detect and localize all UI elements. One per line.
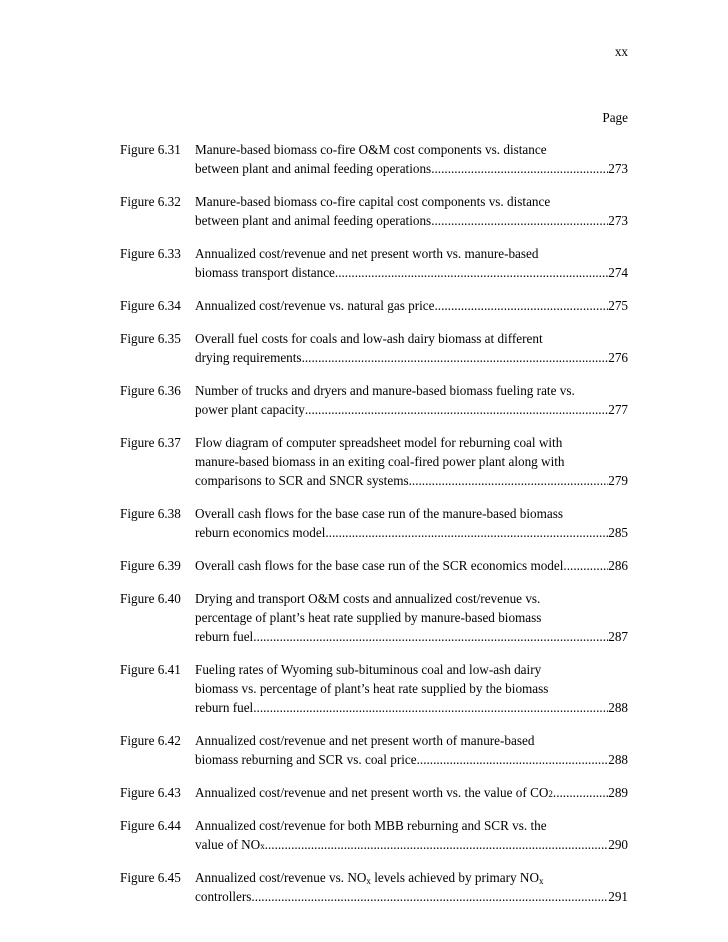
figure-page-number[interactable]: 289 [608, 785, 628, 800]
dot-leader [553, 783, 608, 802]
figure-label: Figure 6.45 [120, 870, 181, 885]
figure-title-text: drying requirements [195, 350, 302, 365]
figure-page-number[interactable]: 285 [608, 525, 628, 540]
toc-entry[interactable] [120, 589, 628, 646]
toc-entry-line [120, 556, 628, 575]
figure-title-text: Fueling rates of Wyoming sub-bituminous coal and low-ash dairy [195, 662, 542, 677]
toc-entry[interactable] [120, 556, 628, 575]
toc-entry-line [120, 433, 628, 452]
figure-title-text: Annualized cost/revenue vs. natural gas price [195, 298, 435, 313]
toc-entry-line [120, 627, 628, 646]
toc-entry-line [120, 140, 628, 159]
figure-title-text: Manure-based biomass co-fire O&M cost components vs. distance [195, 142, 547, 157]
figure-page-number[interactable]: 275 [608, 298, 628, 313]
toc-entry[interactable] [120, 504, 628, 542]
toc-entry-line [120, 471, 628, 490]
figure-label: Figure 6.33 [120, 246, 181, 261]
figure-title-text: power plant capacity [195, 402, 305, 417]
figure-label: Figure 6.40 [120, 591, 181, 606]
figure-label: Figure 6.31 [120, 142, 181, 157]
toc-entry[interactable] [120, 816, 628, 854]
toc-entry-line [120, 296, 628, 315]
figure-page-number[interactable]: 273 [608, 161, 628, 176]
figure-title-text: biomass vs. percentage of plant’s heat rate supplied by the biomass [195, 681, 549, 696]
page-column-header: Page [602, 110, 628, 125]
figure-title-text: Overall fuel costs for coals and low-ash dairy biomass at different [195, 331, 543, 346]
figure-title-text: Annualized cost/revenue and net present worth of manure-based [195, 733, 535, 748]
toc-entry-line [120, 698, 628, 717]
dot-leader [335, 263, 608, 282]
figure-title-text: biomass reburning and SCR vs. coal price [195, 752, 417, 767]
dot-leader [434, 296, 608, 315]
figure-title-text: Overall cash flows for the base case run of the SCR economics model [195, 558, 564, 573]
figure-title-text: Manure-based biomass co-fire capital cost components vs. distance [195, 194, 551, 209]
toc-entry-line: Figure 6.43 Annualized cost/revenue and net present worth vs. the value of CO 2 ..... 289 [120, 783, 628, 802]
toc-entry-line [120, 750, 628, 769]
figure-label: Figure 6.43 [120, 785, 181, 800]
figure-label: Figure 6.36 [120, 383, 181, 398]
toc-entry-line [120, 589, 628, 608]
dot-leader [253, 627, 608, 646]
figure-title-text: between plant and animal feeding operations [195, 161, 432, 176]
dot-leader [253, 698, 608, 717]
figure-label: Figure 6.39 [120, 558, 181, 573]
figure-label: Figure 6.42 [120, 733, 181, 748]
figure-title-text: biomass transport distance [195, 265, 335, 280]
toc-entry[interactable] [120, 783, 628, 802]
figure-title-text: reburn fuel [195, 629, 254, 644]
toc-entry-line [120, 868, 628, 887]
toc-entry[interactable] [120, 381, 628, 419]
figure-title-text: comparisons to SCR and SNCR systems [195, 473, 409, 488]
dot-leader [302, 348, 609, 367]
figure-title-text: Annualized cost/revenue and net present worth vs. manure-based [195, 246, 539, 261]
toc-entry-line [120, 504, 628, 523]
title-fragment: Annualized cost/revenue vs. NO [195, 870, 367, 885]
figure-title-text: controllers [195, 889, 252, 904]
subscript-text: x [538, 876, 544, 886]
figure-title-text: Annualized cost/revenue for both MBB reburning and SCR vs. the [195, 818, 547, 833]
figure-title-text: between plant and animal feeding operations [195, 213, 432, 228]
dot-leader [417, 750, 609, 769]
dot-leader [265, 835, 609, 854]
figure-page-number[interactable]: 273 [608, 213, 628, 228]
title-fragment: levels achieved by primary NO [370, 870, 539, 885]
toc-entry-line: value of NO x ..... 290 [120, 835, 628, 854]
toc-entry-line [120, 887, 628, 906]
toc-entry-line [120, 244, 628, 263]
toc-entry[interactable] [120, 192, 628, 230]
toc-entry[interactable] [120, 296, 628, 315]
dot-leader [431, 159, 608, 178]
figure-title-text: value of NO [195, 837, 261, 852]
list-of-figures [120, 140, 628, 920]
figure-title-text: Annualized cost/revenue and net present worth vs. the value of CO [195, 785, 549, 800]
toc-entry-line [120, 452, 628, 471]
toc-entry[interactable] [120, 731, 628, 769]
toc-entry[interactable] [120, 244, 628, 282]
toc-entry-line [120, 211, 628, 230]
dot-leader [431, 211, 608, 230]
dot-leader [563, 556, 608, 575]
figure-page-number[interactable]: 276 [608, 350, 628, 365]
dot-leader [305, 400, 608, 419]
figure-title-text [195, 868, 543, 887]
toc-entry-line [120, 400, 628, 419]
figure-page-number[interactable]: 279 [608, 473, 628, 488]
toc-entry[interactable] [120, 329, 628, 367]
figure-label: Figure 6.32 [120, 194, 181, 209]
figure-title-text: Drying and transport O&M costs and annualized cost/revenue vs. [195, 591, 541, 606]
toc-entry[interactable] [120, 868, 628, 906]
figure-title-text: manure-based biomass in an exiting coal-fired power plant along with [195, 454, 565, 469]
figure-page-number[interactable]: 277 [608, 402, 628, 417]
figure-title-text: Overall cash flows for the base case run of the manure-based biomass [195, 506, 564, 521]
dot-leader [251, 887, 608, 906]
figure-title-text: Number of trucks and dryers and manure-based biomass fueling rate vs. [195, 383, 575, 398]
toc-entry[interactable] [120, 140, 628, 178]
figure-title-text: reburn economics model [195, 525, 326, 540]
toc-entry-line [120, 381, 628, 400]
figure-page-number[interactable]: 288 [608, 700, 628, 715]
figure-page-number[interactable]: 288 [608, 752, 628, 767]
toc-entry-line [120, 608, 628, 627]
toc-entry[interactable] [120, 660, 628, 717]
figure-title-text: percentage of plant’s heat rate supplied by manure-based biomass [195, 610, 542, 625]
figure-label: Figure 6.38 [120, 506, 181, 521]
figure-label: Figure 6.41 [120, 662, 181, 677]
toc-entry-line [120, 660, 628, 679]
page-number: xx [614, 44, 628, 59]
toc-entry-line [120, 679, 628, 698]
toc-entry-line [120, 192, 628, 211]
figure-label: Figure 6.44 [120, 818, 181, 833]
figure-page-number[interactable]: 291 [608, 889, 628, 904]
figure-page-number[interactable]: 274 [608, 265, 628, 280]
toc-entry-line [120, 348, 628, 367]
figure-label: Figure 6.34 [120, 298, 181, 313]
toc-entry-line [120, 159, 628, 178]
figure-page-number[interactable]: 290 [608, 837, 628, 852]
toc-entry-line [120, 263, 628, 282]
figure-page-number[interactable]: 287 [608, 629, 628, 644]
dot-leader [409, 471, 609, 490]
toc-entry-line [120, 731, 628, 750]
figure-label: Figure 6.37 [120, 435, 181, 450]
figure-label: Figure 6.35 [120, 331, 181, 346]
toc-entry-line [120, 523, 628, 542]
toc-entry[interactable] [120, 433, 628, 490]
subscript-text: x [366, 876, 371, 886]
dot-leader [325, 523, 608, 542]
toc-entry-line [120, 329, 628, 348]
figure-title-text: Flow diagram of computer spreadsheet model for reburning coal with [195, 435, 563, 450]
toc-entry-line [120, 816, 628, 835]
figure-page-number[interactable]: 286 [608, 558, 628, 573]
figure-title-text: reburn fuel [195, 700, 254, 715]
